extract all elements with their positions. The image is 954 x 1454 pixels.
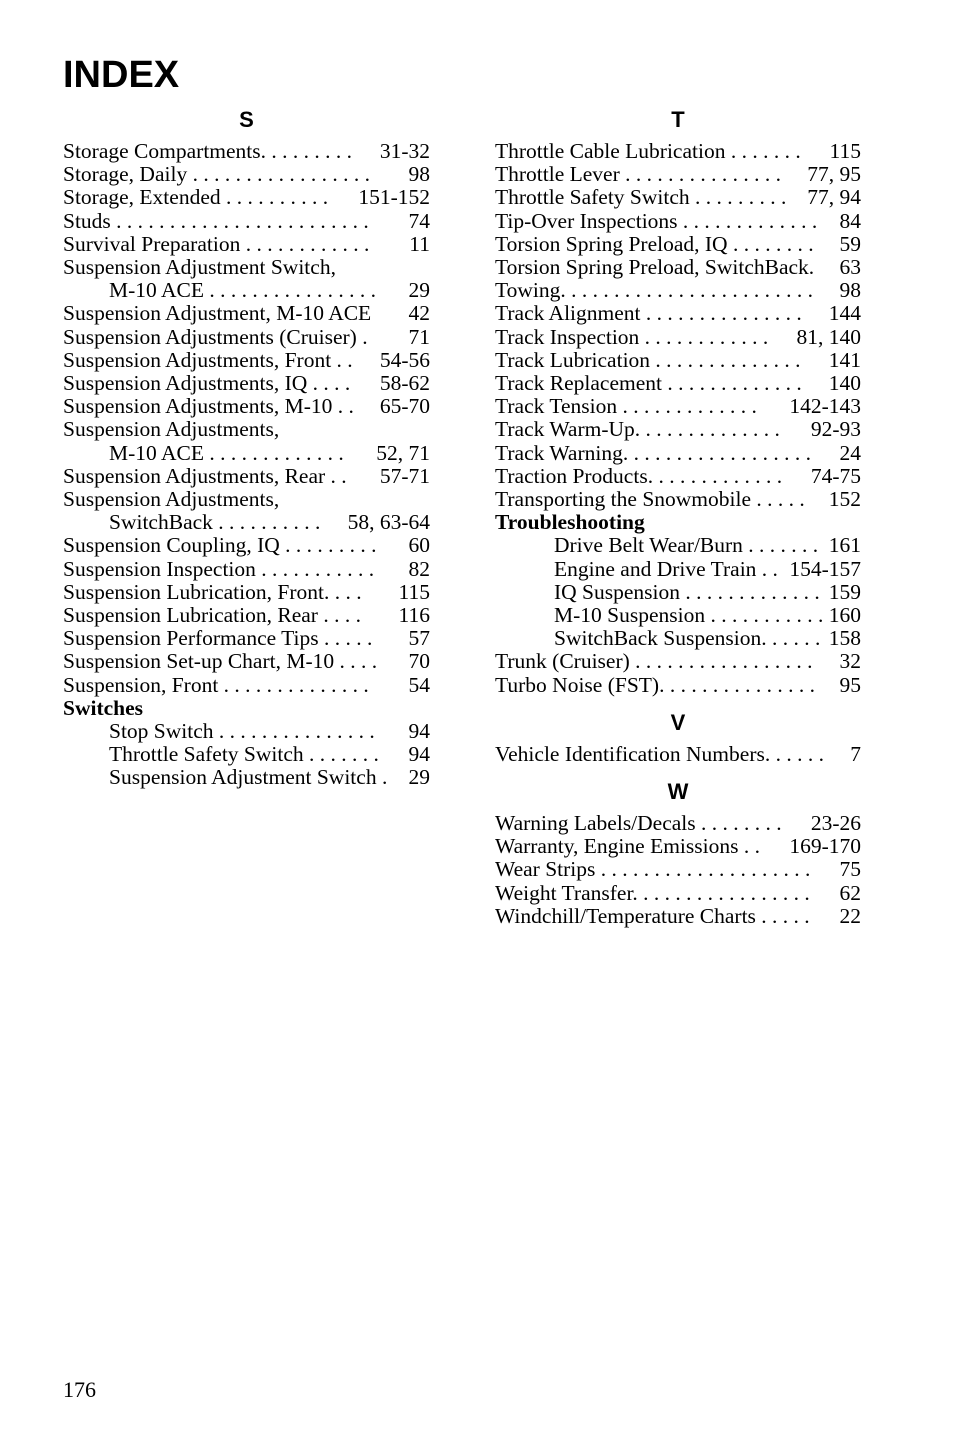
entry-page-ref: 115 — [829, 139, 861, 163]
section-letter: S — [239, 107, 254, 132]
index-entry — [495, 835, 861, 858]
index-entry — [63, 627, 430, 650]
entry-term: Suspension Adjustment Switch . — [109, 766, 388, 790]
entry-term: Towing. . . . . . . . . . . . . . . . . . . . . . . . — [495, 279, 814, 303]
entry-term: Storage, Daily . . . . . . . . . . . . . . . . . — [63, 163, 370, 187]
entry-term: Turbo Noise (FST). . . . . . . . . . . . . . . — [495, 673, 815, 697]
entry-page-ref: 62 — [839, 880, 861, 905]
section-letter: T — [671, 107, 685, 132]
index-entry — [63, 442, 430, 465]
index-entry — [495, 581, 861, 604]
index-entry — [495, 743, 861, 766]
index-section — [495, 709, 861, 766]
index-section — [495, 778, 861, 928]
index-entry — [63, 604, 430, 627]
entry-term: M-10 Suspension . . . . . . . . . . . — [554, 604, 824, 628]
index-entry — [495, 534, 861, 557]
index-entry — [495, 140, 861, 163]
index-entry — [63, 372, 430, 395]
index-subheading — [63, 697, 430, 720]
entry-term: Suspension Coupling, IQ . . . . . . . . . — [63, 534, 377, 558]
index-entry — [495, 650, 861, 673]
entry-term: Engine and Drive Train . . — [554, 557, 778, 581]
index-entry — [63, 349, 430, 372]
index-subheading — [495, 511, 861, 534]
index-column-left — [63, 106, 430, 790]
index-entry — [495, 210, 861, 233]
entry-term: Studs . . . . . . . . . . . . . . . . . . . . . . . . — [63, 209, 369, 233]
index-entry — [495, 905, 861, 928]
entry-term: SwitchBack . . . . . . . . . . — [109, 511, 321, 535]
index-entry — [63, 650, 430, 673]
entry-term: Throttle Safety Switch . . . . . . . — [109, 743, 379, 767]
index-entry — [495, 372, 861, 395]
entry-term: Suspension Performance Tips . . . . . — [63, 627, 373, 651]
entry-page-ref: 115 — [398, 579, 430, 604]
entry-term: Switches — [63, 695, 144, 720]
entry-page-ref: 160 — [828, 603, 861, 628]
entry-term: Track Replacement . . . . . . . . . . . . . — [495, 372, 802, 396]
index-entry — [63, 395, 430, 418]
entry-term: Tip-Over Inspections . . . . . . . . . . . . . — [495, 209, 818, 233]
entry-term: IQ Suspension . . . . . . . . . . . . . — [554, 580, 820, 604]
entry-page-ref: 54-56 — [379, 347, 430, 372]
entry-term: Track Warm-Up. . . . . . . . . . . . . . — [495, 418, 780, 442]
entry-page-ref: 152 — [828, 487, 861, 512]
section-letter: W — [667, 779, 689, 805]
index-entry — [63, 233, 430, 256]
entry-page-ref: 74 — [408, 208, 430, 233]
index-entry — [495, 163, 861, 186]
entry-term: Track Lubrication . . . . . . . . . . . . . . — [495, 348, 801, 372]
entry-term: Suspension Adjustments, M-10 . . — [63, 395, 354, 419]
entry-term: Suspension Adjustments, — [63, 417, 280, 442]
entry-term: Suspension Lubrication, Front. . . . — [63, 580, 362, 604]
entry-page-ref: 29 — [408, 278, 430, 303]
index-entry — [63, 581, 430, 604]
index-entry — [495, 279, 861, 302]
entry-term: Throttle Safety Switch . . . . . . . . . — [495, 186, 787, 210]
entry-page-ref: 58-62 — [379, 371, 430, 396]
entry-page-ref: 158 — [828, 626, 861, 651]
entry-page-ref: 57-71 — [379, 463, 430, 488]
entry-term: Suspension Adjustments, Front . . — [63, 348, 353, 372]
entry-term: Trunk (Cruiser) . . . . . . . . . . . . . . . . . — [495, 650, 813, 674]
index-entry — [495, 465, 861, 488]
index-entry — [495, 812, 861, 835]
index-entry — [495, 302, 861, 325]
index-entry — [495, 604, 861, 627]
entry-page-ref: 31-32 — [379, 139, 430, 163]
entry-page-ref: 77, 94 — [807, 185, 861, 210]
index-entry — [63, 558, 430, 581]
entry-page-ref: 70 — [408, 649, 430, 674]
index-section — [495, 106, 861, 697]
entry-page-ref: 84 — [839, 208, 861, 233]
entry-page-ref: 98 — [408, 162, 430, 187]
entry-page-ref: 29 — [408, 765, 430, 790]
index-entry — [63, 534, 430, 557]
entry-term: M-10 ACE . . . . . . . . . . . . . — [109, 441, 344, 465]
entry-page-ref: 116 — [398, 603, 430, 628]
entry-page-ref: 23-26 — [810, 811, 861, 836]
index-entry — [63, 140, 430, 163]
entry-term: Survival Preparation . . . . . . . . . . . . — [63, 232, 370, 256]
entry-term: Traction Products. . . . . . . . . . . . . — [495, 464, 783, 488]
entry-term: Torsion Spring Preload, IQ . . . . . . . . — [495, 232, 814, 256]
entry-page-ref: 74-75 — [810, 463, 861, 488]
entry-term: Troubleshooting — [495, 510, 645, 535]
index-section — [63, 106, 430, 790]
entry-term: Stop Switch . . . . . . . . . . . . . . . — [109, 720, 375, 744]
index-entry — [63, 720, 430, 743]
index-entry — [495, 627, 861, 650]
entry-page-ref: 75 — [839, 857, 861, 882]
index-entry — [495, 256, 861, 279]
index-entry — [63, 279, 430, 302]
entry-term: Suspension Set-up Chart, M-10 . . . . — [63, 650, 378, 674]
index-entry — [63, 326, 430, 349]
index-entry — [495, 858, 861, 881]
index-entry — [63, 743, 430, 766]
entry-term: Suspension, Front . . . . . . . . . . . . . . — [63, 673, 369, 697]
entry-term: Suspension Inspection . . . . . . . . . . . — [63, 557, 375, 581]
entry-term: SwitchBack Suspension. . . . . . — [554, 627, 821, 651]
entry-page-ref: 151-152 — [358, 185, 430, 210]
entry-term: Suspension Adjustment, M-10 ACE — [63, 302, 372, 326]
entry-page-ref: 60 — [408, 533, 430, 558]
entry-page-ref: 144 — [828, 301, 861, 326]
entry-term: Throttle Cable Lubrication . . . . . . . — [495, 140, 801, 163]
entry-page-ref: 159 — [828, 579, 861, 604]
entry-page-ref: 141 — [828, 347, 861, 372]
entry-term: M-10 ACE . . . . . . . . . . . . . . . . — [109, 279, 376, 303]
page-number: 176 — [63, 1377, 96, 1402]
index-entry — [495, 558, 861, 581]
entry-term: Warranty, Engine Emissions . . — [495, 835, 760, 859]
index-entry — [495, 233, 861, 256]
index-entry — [495, 488, 861, 511]
entry-page-ref: 142-143 — [789, 394, 861, 419]
entry-term: Storage, Extended . . . . . . . . . . — [63, 186, 329, 210]
entry-term: Suspension Adjustment Switch, — [63, 255, 336, 280]
entry-page-ref: 11 — [409, 231, 430, 256]
entry-page-ref: 42 — [408, 301, 430, 326]
entry-page-ref: 77, 95 — [807, 162, 861, 187]
index-entry — [63, 256, 430, 279]
index-entry — [495, 349, 861, 372]
index-entry — [495, 674, 861, 697]
entry-term: Suspension Adjustments, IQ . . . . — [63, 372, 351, 396]
entry-term: Transporting the Snowmobile . . . . . — [495, 488, 805, 512]
index-column-right — [495, 106, 861, 928]
entry-page-ref: 22 — [839, 903, 861, 928]
entry-term: Suspension Adjustments, — [63, 487, 280, 512]
entry-page-ref: 81, 140 — [796, 324, 861, 349]
entry-term: Weight Transfer. . . . . . . . . . . . . . . . . — [495, 881, 810, 905]
index-entry — [63, 465, 430, 488]
entry-page-ref: 65-70 — [379, 394, 430, 419]
index-entry — [63, 210, 430, 233]
entry-term: Track Alignment . . . . . . . . . . . . . . . — [495, 302, 802, 326]
entry-page-ref: 59 — [839, 231, 861, 256]
entry-page-ref: 57 — [408, 626, 430, 651]
entry-term: Warning Labels/Decals . . . . . . . . — [495, 812, 782, 836]
entry-page-ref: 54 — [408, 672, 430, 697]
index-entry — [63, 163, 430, 186]
entry-page-ref: 32 — [839, 649, 861, 674]
index-entry — [63, 766, 430, 789]
entry-term: Suspension Lubrication, Rear . . . . — [63, 604, 361, 628]
entry-page-ref: 58, 63-64 — [347, 510, 430, 535]
index-entry — [495, 395, 861, 418]
index-entry — [495, 442, 861, 465]
index-entry — [495, 326, 861, 349]
entry-term: Throttle Lever . . . . . . . . . . . . . . . — [495, 163, 782, 187]
index-entry — [63, 418, 430, 441]
entry-term: Track Tension . . . . . . . . . . . . . — [495, 395, 757, 419]
index-entry — [63, 302, 430, 325]
entry-term: Suspension Adjustments, Rear . . — [63, 464, 347, 488]
entry-term: Suspension Adjustments (Cruiser) . — [63, 325, 368, 349]
entry-page-ref: 63 — [839, 255, 861, 280]
page-title: INDEX — [63, 54, 180, 96]
entry-page-ref: 169-170 — [789, 834, 861, 859]
index-entry — [495, 186, 861, 209]
entry-page-ref: 82 — [408, 556, 430, 581]
entry-page-ref: 52, 71 — [376, 440, 430, 465]
entry-page-ref: 71 — [408, 324, 430, 349]
entry-page-ref: 95 — [839, 672, 861, 697]
entry-page-ref: 7 — [850, 741, 861, 766]
entry-term: Wear Strips . . . . . . . . . . . . . . . . . . . . — [495, 858, 811, 882]
index-entry — [63, 674, 430, 697]
index-entry — [63, 186, 430, 209]
section-letter: V — [670, 709, 686, 735]
entry-term: Track Warning. . . . . . . . . . . . . . . . . . — [495, 441, 811, 465]
entry-term: Torsion Spring Preload, SwitchBack. — [495, 256, 815, 280]
entry-term: Windchill/Temperature Charts . . . . . — [495, 904, 810, 928]
index-entry — [63, 488, 430, 511]
entry-page-ref: 161 — [828, 533, 861, 558]
entry-page-ref: 24 — [839, 440, 861, 465]
index-entry — [495, 418, 861, 441]
index-entry — [495, 882, 861, 905]
entry-term: Vehicle Identification Numbers. . . . . . — [495, 742, 824, 766]
entry-page-ref: 92-93 — [810, 417, 861, 442]
index-entry — [63, 511, 430, 534]
entry-page-ref: 98 — [839, 278, 861, 303]
entry-term: Storage Compartments. . . . . . . . . — [63, 140, 353, 163]
entry-page-ref: 140 — [828, 371, 861, 396]
entry-term: Track Inspection . . . . . . . . . . . . — [495, 325, 769, 349]
entry-page-ref: 94 — [408, 742, 430, 767]
entry-page-ref: 94 — [408, 719, 430, 744]
entry-term: Drive Belt Wear/Burn . . . . . . . — [554, 534, 819, 558]
entry-page-ref: 154-157 — [789, 556, 861, 581]
